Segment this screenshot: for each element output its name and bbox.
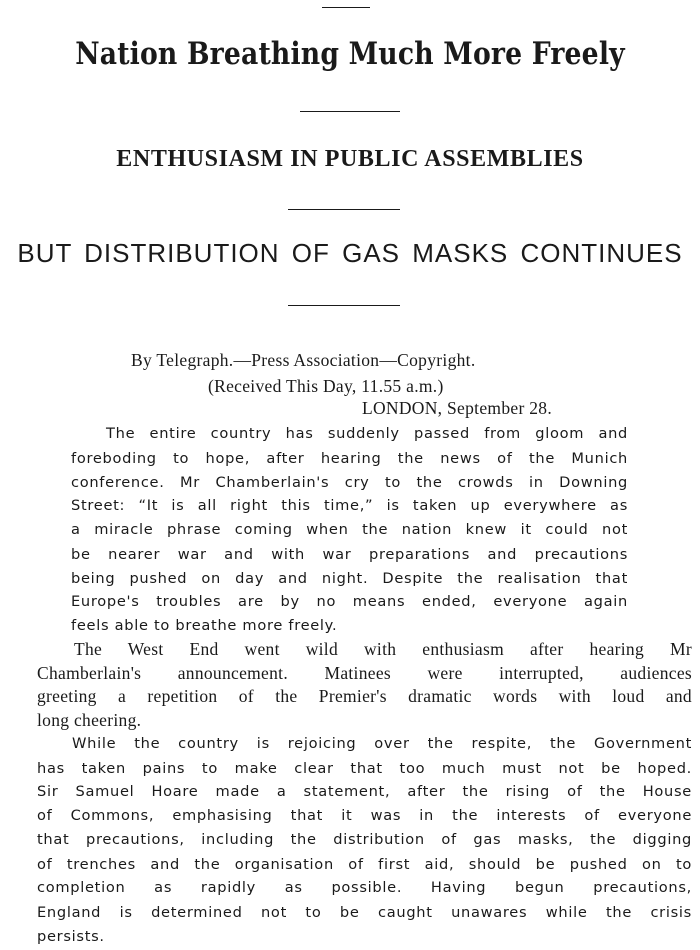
text-line: be nearer war and with war preparations and precautions — [71, 546, 628, 563]
text-line: The West End went wild with enthusiasm after hearing Mr — [74, 639, 692, 659]
subheadline-gas-masks: BUT DISTRIBUTION OF GAS MASKS CONTINUES — [17, 238, 683, 268]
text-line: Street: “It is all right this time,” is taken up everywhere as — [71, 497, 628, 514]
text-line: has taken pains to make clear that too much must not be hoped. — [37, 760, 692, 777]
divider-rule — [288, 305, 400, 306]
text-line: Chamberlain's announcement. Matinees were interrupted, audiences — [37, 663, 692, 683]
subheadline-enthusiasm: ENTHUSIASM IN PUBLIC ASSEMBLIES — [116, 146, 584, 172]
text-line: The entire country has suddenly passed from gloom and — [106, 425, 628, 442]
text-line: greeting a repetition of the Premier's dramatic words with loud and — [37, 686, 692, 706]
text-line: While the country is rejoicing over the respite, the Government — [72, 735, 692, 752]
text-line: Sir Samuel Hoare made a statement, after the rising of the House — [37, 783, 692, 800]
text-line: England is determined not to be caught unawares while the crisis — [37, 904, 692, 921]
divider-rule — [288, 209, 400, 210]
text-line: completion as rapidly as possible. Having begun precautions, — [37, 879, 692, 896]
text-line: Europe's troubles are by no means ended, everyone again — [71, 593, 628, 610]
text-line: that precautions, including the distribution of gas masks, the digging — [37, 831, 692, 848]
divider-rule — [300, 111, 400, 112]
text-line: a miracle phrase coming when the nation knew it could not — [71, 521, 628, 538]
text-line: feels able to breathe more freely. — [71, 617, 338, 634]
top-rule — [322, 7, 370, 8]
text-line: of trenches and the organisation of first aid, should be pushed on to — [37, 856, 692, 873]
headline: Nation Breathing Much More Freely — [75, 36, 625, 72]
text-line: persists. — [37, 928, 105, 945]
dateline: LONDON, September 28. — [362, 398, 553, 418]
text-line: of Commons, emphasising that it was in the interests of everyone — [37, 807, 692, 824]
byline: By Telegraph.—Press Association—Copyright. — [131, 350, 476, 370]
text-line: conference. Mr Chamberlain's cry to the crowds in Downing — [71, 474, 628, 491]
text-line: long cheering. — [37, 710, 142, 730]
text-line: foreboding to hope, after hearing the news of the Munich — [71, 450, 628, 467]
text-line: being pushed on day and night. Despite the realisation that — [71, 570, 628, 587]
received-time: (Received This Day, 11.55 a.m.) — [208, 376, 444, 396]
